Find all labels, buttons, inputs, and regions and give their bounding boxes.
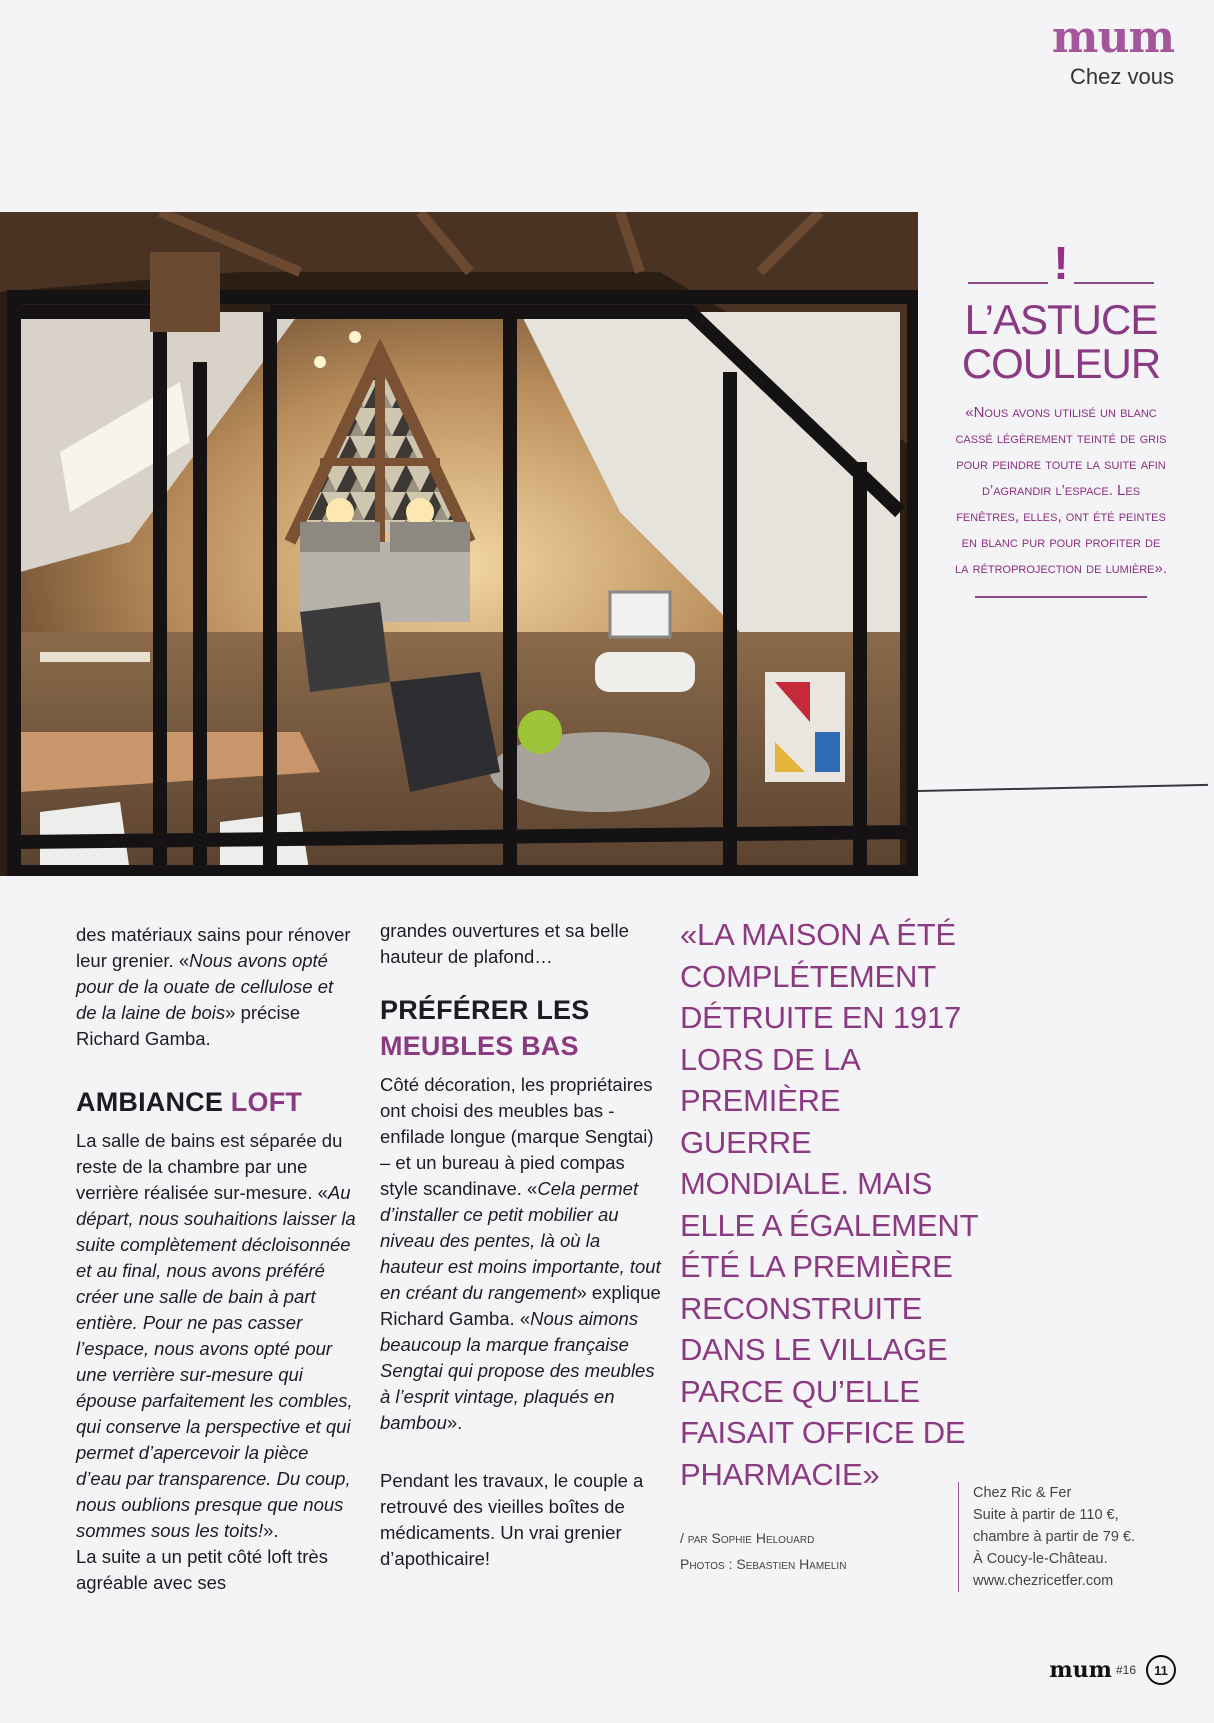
photo-illustration: [0, 212, 918, 876]
tip-box: [950, 237, 1172, 598]
tip-connector-line: [918, 784, 1208, 792]
text-run: des matériaux sains pour rénover leur grenier. «: [76, 924, 351, 971]
tip-title: [950, 298, 1172, 386]
paragraph: [76, 1128, 356, 1544]
photo-credit: Photos : Sebastien Hamelin: [680, 1556, 847, 1572]
article-column-1: [76, 922, 356, 1596]
heading-ambiance-loft: [76, 1084, 356, 1120]
text-run: » précise Richard Gamba.: [76, 1002, 301, 1049]
heading-accent: LOFT: [230, 1087, 303, 1117]
text-run: La salle de bains est séparée du reste de la chambre par une verrière réalisée sur-mesure. «: [76, 1130, 343, 1203]
page-footer: [1049, 1655, 1176, 1685]
quote-run: Cela permet d’installer ce petit mobilier au niveau des pentes, là où la hauteur est moins importante, tout en créant du rangement: [380, 1178, 661, 1303]
masthead: [1052, 14, 1174, 90]
info-box: [958, 1482, 1178, 1592]
text-run: Côté décoration, les propriétaires ont choisi des meubles bas - enfilade longue (marque Sengtai) – et un bureau à pied compas style scandinave. «: [380, 1074, 654, 1199]
heading-part: PRÉFÉRER LES: [380, 995, 590, 1025]
paragraph: La suite a un petit côté loft très agréable avec ses: [76, 1546, 328, 1593]
heading-meubles-bas: [380, 992, 664, 1064]
text-run: ».: [263, 1520, 279, 1541]
paragraph: Pendant les travaux, le couple a retrouvé des vieilles boîtes de médicaments. Un vrai grenier d’apothicaire!: [380, 1470, 644, 1569]
tip-title-line1: L’ASTUCE: [964, 296, 1158, 343]
heading-accent: MEUBLES BAS: [380, 1031, 579, 1061]
text-run: ».: [446, 1412, 463, 1433]
quote-run: Nous aimons beaucoup la marque française Sengtai qui propose des meubles à l’esprit vintage, plaqués en bambou: [380, 1308, 655, 1433]
website-link[interactable]: www.chezricetfer.com: [973, 1573, 1114, 1589]
tip-title-line2: COULEUR: [961, 340, 1161, 387]
heading-part: AMBIANCE: [76, 1087, 231, 1117]
room-price: chambre à partir de 79 €.: [973, 1529, 1136, 1545]
footer-brand: mum: [1049, 1657, 1112, 1683]
quote-run: Au départ, nous souhaitions laisser la suite complètement décloisonnée et au final, nous avons préféré créer une salle de bain à part entière. Pour ne pas casser l’espace, nous avons opté pour une verrière sur-mesure qui épouse parfaitement les combles, qui conserve la perspective et qui permet d’apercevoir la pièce d’eau par transparence. Du coup, nous oublions presque que nous sommes sous les toits!: [76, 1182, 356, 1541]
text-run: » explique Richard Gamba. «: [380, 1282, 661, 1329]
article-column-2: [380, 918, 664, 1572]
page-number: 11: [1146, 1655, 1176, 1685]
author-credit: / par Sophie Helouard: [680, 1530, 815, 1546]
brand-logo: mum: [1051, 12, 1174, 63]
venue-name: Chez Ric & Fer: [973, 1485, 1072, 1501]
pull-quote: «LA MAISON A ÉTÉ COMPLÉTEMENT DÉTRUITE EN 1917 LORS DE LA PREMIÈRE GUERRE MONDIALE. MAIS ELLE A ÉGALEMENT ÉTÉ LA PREMIÈRE RECONSTRUITE DANS LE VILLAGE PARCE QU’ELLE FAISAIT OFFICE DE PHARMACIE»: [680, 917, 978, 1492]
tip-divider: [975, 596, 1147, 598]
exclamation-icon: !: [1053, 237, 1069, 289]
section-label: Chez vous: [1070, 64, 1174, 89]
attic-suite-photo: [0, 212, 918, 876]
suite-price: Suite à partir de 110 €,: [973, 1507, 1119, 1523]
paragraph: grandes ouvertures et sa belle hauteur de plafond…: [380, 920, 629, 967]
paragraph: [76, 922, 356, 1052]
quote-run: Nous avons opté pour de la ouate de cellulose et de la laine de bois: [76, 950, 334, 1023]
tip-body: «Nous avons utilisé un blanc cassé légèrement teinté de gris pour peindre toute la suite afin d’agrandir l’espace. Les fenêtres, elles, ont été peintes en blanc pur pour profiter de la rétroprojection de lumière».: [954, 404, 1168, 577]
tip-marker: [950, 237, 1172, 289]
paragraph: [380, 1072, 664, 1436]
issue-number: #16: [1115, 1663, 1136, 1677]
credits: [680, 1525, 846, 1577]
tip-rule-right: [1074, 282, 1154, 284]
location: À Coucy-le-Château.: [973, 1551, 1108, 1567]
